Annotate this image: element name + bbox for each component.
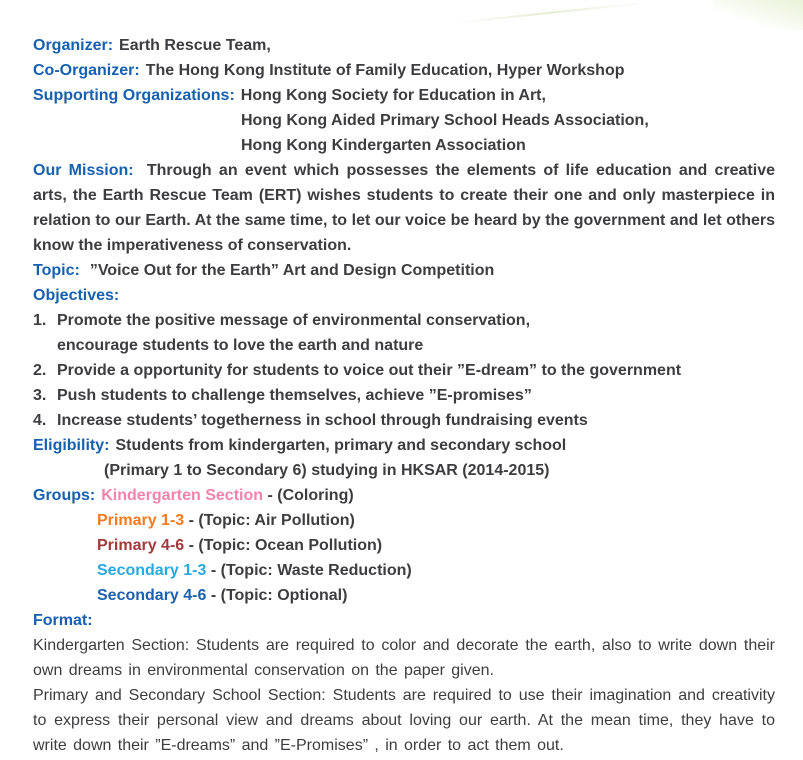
group-topic-primary-1-3: - (Topic: Air Pollution) [188, 512, 355, 529]
group-name-secondary-4-6: Secondary 4-6 [97, 587, 207, 604]
group-topic-primary-4-6: - (Topic: Ocean Pollution) [188, 537, 383, 554]
organizer-row [33, 33, 775, 58]
group-name-secondary-1-3: Secondary 1-3 [97, 562, 207, 579]
mission-label: Our Mission: [33, 162, 134, 179]
objective-line [33, 383, 775, 408]
supporting-organizations-row [33, 83, 775, 108]
groups-label: Groups: [33, 487, 96, 504]
objective-line [33, 308, 775, 333]
supporting-organization-2-row [33, 108, 775, 133]
topic-label: Topic: [33, 262, 80, 279]
objective-text: encourage students to love the earth and nature [57, 337, 424, 354]
objective-line [33, 333, 775, 358]
groups-row-secondary-4-6 [33, 583, 775, 608]
objectives-heading [33, 283, 775, 308]
supporting-organization-2: Hong Kong Aided Primary School Heads Association, [241, 112, 649, 129]
group-name-primary-1-3: Primary 1-3 [97, 512, 185, 529]
mission-text: Through an event which possesses the elements of life education and creative arts, the Earth Rescue Team (ERT) wishes students to create their one and only masterpiece in relation to our Earth. At the same time, to let our voice be heard by the government and let others know the imperativeness of conservation. [33, 162, 776, 254]
format-heading [33, 608, 775, 633]
objective-number: 1. [33, 312, 47, 329]
groups-row-kindergarten [33, 483, 775, 508]
group-topic-kindergarten: - (Coloring) [267, 487, 354, 504]
group-topic-secondary-4-6: - (Topic: Optional) [210, 587, 348, 604]
objectives-label: Objectives: [33, 287, 120, 304]
objective-text: Promote the positive message of environmental conservation, [57, 312, 531, 329]
groups-row-primary-1-3 [33, 508, 775, 533]
mission-paragraph [33, 158, 775, 258]
topic-value: ”Voice Out for the Earth” Art and Design Competition [89, 262, 495, 279]
groups-row-secondary-1-3 [33, 558, 775, 583]
group-topic-secondary-1-3: - (Topic: Waste Reduction) [210, 562, 412, 579]
supporting-organization-3: Hong Kong Kindergarten Association [241, 137, 526, 154]
groups-row-primary-4-6 [33, 533, 775, 558]
objective-line [33, 408, 775, 433]
group-name-primary-4-6: Primary 4-6 [97, 537, 185, 554]
objective-number: 4. [33, 412, 47, 429]
co-organizer-value: The Hong Kong Institute of Family Education, Hyper Workshop [145, 62, 625, 79]
eligibility-label: Eligibility: [33, 437, 110, 454]
objective-number: 3. [33, 387, 47, 404]
objective-text: Provide a opportunity for students to voice out their ”E-dream” to the government [57, 362, 682, 379]
format-primary-secondary-paragraph: Primary and Secondary School Section: Students are required to use their imagination and creativity to express their personal view and dreams about loving our earth. At the mean time, they have to write down their ”E-dreams” and ”E-Promises” , in order to act them out. [33, 687, 775, 754]
eligibility-line1: Students from kindergarten, primary and secondary school [115, 437, 567, 454]
co-organizer-label: Co-Organizer: [33, 62, 140, 79]
objective-text: Push students to challenge themselves, achieve ”E-promises” [57, 387, 532, 404]
eligibility-continuation-row [33, 458, 775, 483]
organizer-value: Earth Rescue Team, [119, 37, 271, 54]
eligibility-row [33, 433, 775, 458]
objective-text: Increase students’ togetherness in school through fundraising events [57, 412, 588, 429]
organizer-label: Organizer: [33, 37, 114, 54]
format-kindergarten-paragraph: Kindergarten Section: Students are required to color and decorate the earth, also to write down their own dreams in environmental conservation on the paper given. [33, 637, 775, 679]
topic-row [33, 258, 775, 283]
supporting-organizations-label: Supporting Organizations: [33, 87, 235, 104]
supporting-organization-3-row [33, 133, 775, 158]
eligibility-line2: (Primary 1 to Secondary 6) studying in HKSAR (2014-2015) [104, 462, 550, 479]
group-name-kindergarten: Kindergarten Section [101, 487, 264, 504]
supporting-organization-1: Hong Kong Society for Education in Art, [240, 87, 546, 104]
co-organizer-row [33, 58, 775, 83]
objective-line [33, 358, 775, 383]
objective-number: 2. [33, 362, 47, 379]
format-label: Format: [33, 612, 93, 629]
